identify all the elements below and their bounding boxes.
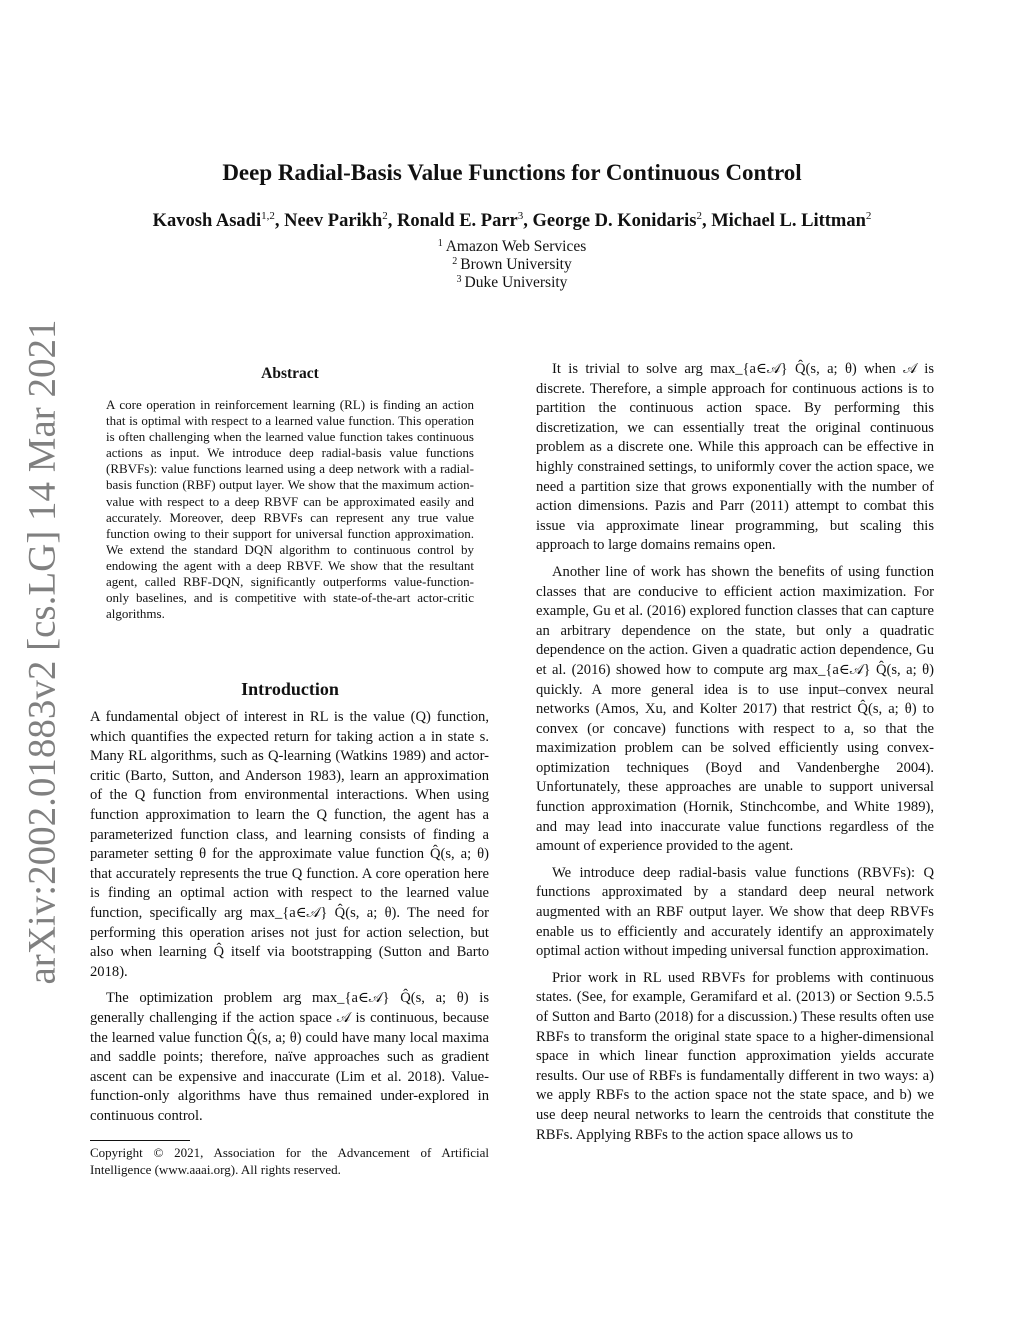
abstract-heading: Abstract (261, 365, 319, 382)
affiliation-number: 2 (452, 256, 458, 267)
affiliation (0, 274, 1024, 292)
body-paragraph: We introduce deep radial-basis value functions (RBVFs): Q functions approximated by a standard deep neural network augmented with an RBF output layer. We show that deep RBVFs enable us to efficiently and accurately identify an approximately optimal action without impeding universal function approximation. (536, 864, 934, 960)
author-affiliation-marker: 2 (696, 210, 702, 222)
affiliation-name: Duke University (464, 274, 568, 291)
paper-title: Deep Radial-Basis Value Functions for Continuous Control (222, 160, 802, 185)
affiliation-number: 1 (437, 238, 443, 249)
author-separator: , (701, 211, 712, 231)
author-separator: , (274, 211, 285, 231)
author-name: Ronald E. Parr (397, 211, 518, 231)
left-column (90, 708, 489, 1133)
author-name: Neev Parikh (284, 211, 383, 231)
introduction-heading: Introduction (241, 679, 339, 699)
body-paragraph: The optimization problem arg max_{a∈𝒜} Q̂(s, a; θ) is generally challenging if the action space 𝒜 is continuous, because the learned value function Q̂(s, a; θ) could have many local maxima and saddle points; therefore, naïve approaches such as gradient ascent can be expensive and inaccurate (Lim et al. 2018). Value-function-only algorithms have thus remained under-explored in continuous control. (90, 990, 489, 1124)
arxiv-identifier: arXiv:2002.01883v2 [cs.LG] 14 Mar 2021 (20, 319, 64, 985)
author-affiliation-marker: 3 (517, 210, 524, 222)
abstract-text: A core operation in reinforcement learning (RL) is finding an action that is optimal with respect to a learned value function. This operation is often challenging when the learned value function takes continuous actions as input. We introduce deep radial-basis value functions (RBVFs): value functions learned using a deep network with a radial-basis function (RBF) output layer. We show that the maximum action-value with respect to a deep RBVF can be approximated easily and accurately. Moreover, deep RBVFs can represent any true value function owing to their support for universal function approximation. We extend the standard DQN algorithm to continuous control by endowing the agent with a deep RBVF. We show that the resultant agent, called RBF-DQN, significantly outperforms value-function-only baselines, and is competitive with state-of-the-art actor-critic algorithms. (106, 397, 474, 622)
author-affiliation-marker: 1,2 (261, 210, 275, 222)
affiliation (0, 256, 1024, 274)
author-affiliation-marker: 2 (865, 210, 872, 222)
body-paragraph: It is trivial to solve arg max_{a∈𝒜} Q̂(s, a; θ) when 𝒜 is discrete. Therefore, a simple approach for continuous actions is to partition the continuous action space. By performing this discretization, we can essentially treat the original continuous problem as a discrete one. While this approach can be effective in highly constrained settings, to uniformly cover the action space, we need a partition size that grows exponentially with the number of action dimensions. Pazis and Parr (2011) attempt to combat this issue via approximate linear programming, but scaling this approach to large domains remains open. (536, 361, 934, 554)
right-column (536, 360, 934, 1152)
body-paragraph: Prior work in RL used RBVFs for problems with continuous states. (See, for example, Geramifard et al. (2013) or Section 9.5.5 of Sutton and Barto (2018) for a discussion.) These results often use RBFs to transform the original state space to a higher-dimensional space in which linear function approximation yields accurate results. Our use of RBFs is fundamentally different in two ways: a) we apply RBFs to the action space not the state space, and b) we use deep neural networks to learn the centroids that constitute the RBFs. Applying RBFs to the action space allows us to (536, 969, 934, 1143)
author-list (0, 211, 1024, 232)
body-paragraph: Another line of work has shown the benefits of using function classes that are conducive to efficient action maximization. For example, Gu et al. (2016) explored function classes that can capture an arbitrary dependence on the state, but only a quadratic dependence on the action. Given a quadratic action dependence, Gu et al. (2016) showed how to compute arg max_{a∈𝒜} Q̂(s, a; θ) quickly. A more general idea is to use input–convex neural networks (Amos, Xu, and Kolter 2017) that restrict Q̂(s, a; θ) to convex (or concave) functions with respect to a, so that the maximization problem can be solved efficiently using convex-optimization techniques (Boyd and Vandenberghe 2004). Unfortunately, these approaches are unable to support universal function approximation (Hornik, Stinchcombe, and White 1989), and may lead into inaccurate value functions regardless of the amount of experience provided to the agent. (536, 563, 934, 855)
copyright-footnote: Copyright © 2021, Association for the Advancement of Artificial Intelligence (www.aaai.org). All rights reserved. (90, 1145, 489, 1177)
author-name: George D. Konidaris (532, 211, 697, 231)
author-separator: , (523, 211, 533, 231)
author-name: Kavosh Asadi (152, 211, 262, 231)
author-separator: , (387, 211, 397, 231)
body-paragraph: A fundamental object of interest in RL is the value (Q) function, which quantifies the expected return for taking action a in state s. Many RL algorithms, such as Q-learning (Watkins 1989) and actor-critic (Barto, Sutton, and Anderson 1983), learn an approximation of the Q function from environmental interactions. When using function approximation to learn the Q function, the agent has a parameterized function class, and learning consists of finding a parameter setting θ for the approximate value function Q̂(s, a; θ) that accurately represents the true Q function. A core operation here is finding an optimal action with respect to the learned value function, specifically arg max_{a∈𝒜} Q̂(s, a; θ). The need for performing this operation arises not just for action selection, but also when learning Q̂ itself via bootstrapping (Sutton and Barto 2018). (90, 709, 489, 980)
affiliation-name: Amazon Web Services (445, 238, 587, 255)
author-affiliation-marker: 2 (382, 210, 388, 222)
author-name: Michael L. Littman (711, 211, 866, 231)
affiliation (0, 238, 1024, 256)
footnote-divider (90, 1140, 190, 1141)
affiliation-number: 3 (456, 274, 462, 285)
affiliation-name: Brown University (460, 256, 572, 273)
